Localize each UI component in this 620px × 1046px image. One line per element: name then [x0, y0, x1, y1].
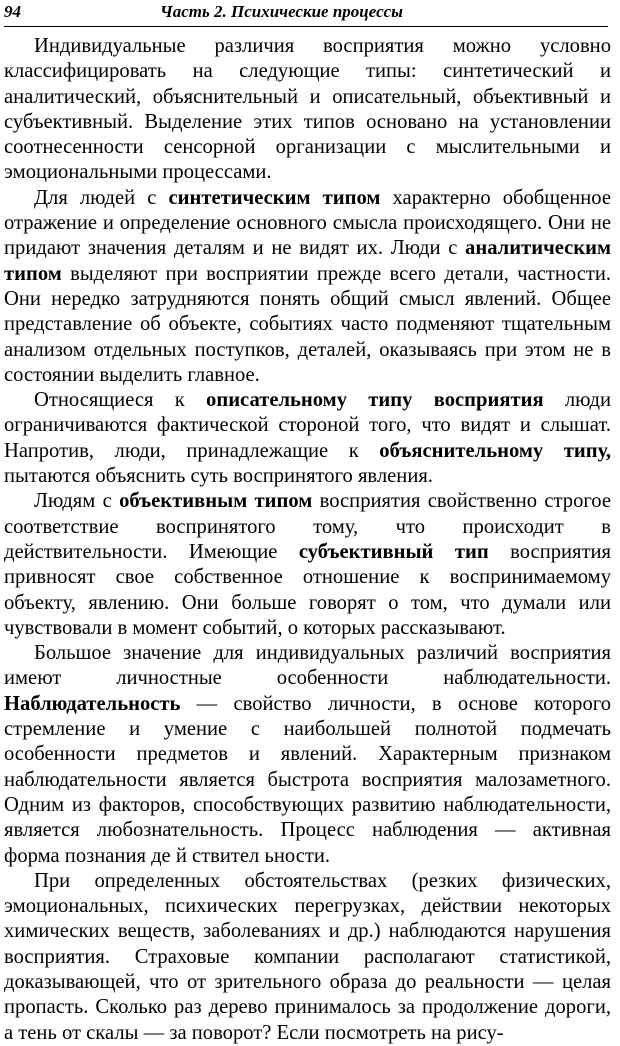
term-analytic-type: аналитическим типом — [4, 237, 611, 285]
page-number: 94 — [4, 2, 21, 21]
paragraph-synthetic-analytic: Для людей с синтетическим типом характерно обобщенное отражение и определение основного смысла происходящего. Они не придают значения деталям и не видят их. Люди с аналитическим типом выделяют при восприятии прежде всего детали, частности. Они нередко затрудняются понять общий смысл явлений. Общее представление об объекте, событиях часто подменяют тщательным анализом отдельных поступков, деталей, оказываясь при этом не в состоянии выделить главное. — [4, 186, 612, 386]
term-objective-type: объективным типом — [119, 490, 313, 513]
paragraph-perception-disorders: При определенных обстоятельствах (резких физических, эмоциональных, психических перегрузках, действии некоторых химических веществ, заболеваниях и др.) наблюдаются нарушения восприятия. Страховые компании располагают статистикой, доказывающей, что от зрительного образа до реальности — целая пропасть. Сколько раз дерево принималось за продолжение дороги, а тень от скалы — за поворот? Если посмотреть на рису- — [4, 869, 611, 1044]
term-observation: Наблюдательность — [4, 692, 181, 715]
page-body — [4, 34, 611, 1046]
term-subjective-type: субъективный тип — [298, 540, 489, 563]
term-explanatory-type: объяснительному типу, — [379, 439, 611, 462]
paragraph-types-overview: Индивидуальные различия восприятия можно условно классифицировать на следующие типы: синтетический и аналитический, объяснительный и описательный, объективный и субъективный. Выделение этих типов основано на установлении соотнесенности сенсорной организации с мыслительными и эмоциональными процессами. — [4, 35, 611, 184]
term-descriptive-type: описательному типу восприятия — [206, 389, 544, 412]
paragraph-descriptive-explanatory: Относящиеся к описательному типу восприятия люди ограничиваются фактической стороной того, что видят и слышат. Напротив, люди, принадлежащие к объяснительному типу, пытаются объяснить суть воспринятого явления. — [4, 389, 611, 488]
running-header — [4, 2, 604, 22]
running-head-title: Часть 2. Психические процессы — [160, 2, 403, 21]
header-rule — [4, 26, 608, 27]
paragraph-objective-subjective: Людям с объективным типом восприятия свойственно строгое соответствие воспринятого тому, что происходит в действительности. Имеющие субъективный тип восприятия привносят свое собственное отношение к воспринимаемому объекту, явлению. Они больше говорят о том, что думали или чувствовали в момент событий, о которых рассказывают. — [4, 490, 611, 639]
term-synthetic-type: синтетическим типом — [168, 186, 381, 209]
paragraph-observation: Большое значение для индивидуальных различий восприятия имеют личностные особенности наблюдательности. Наблюдательность — свойство личности, в основе которого стремление и умение с наибольшей полнотой подмечать особенности предметов и явлений. Характерным признаком наблюдательности является быстрота восприятия малозаметного. Одним из факторов, способствующих развитию наблюдательности, является любознательность. Процесс наблюдения — активная форма познания де й ствител ьности. — [4, 642, 611, 867]
